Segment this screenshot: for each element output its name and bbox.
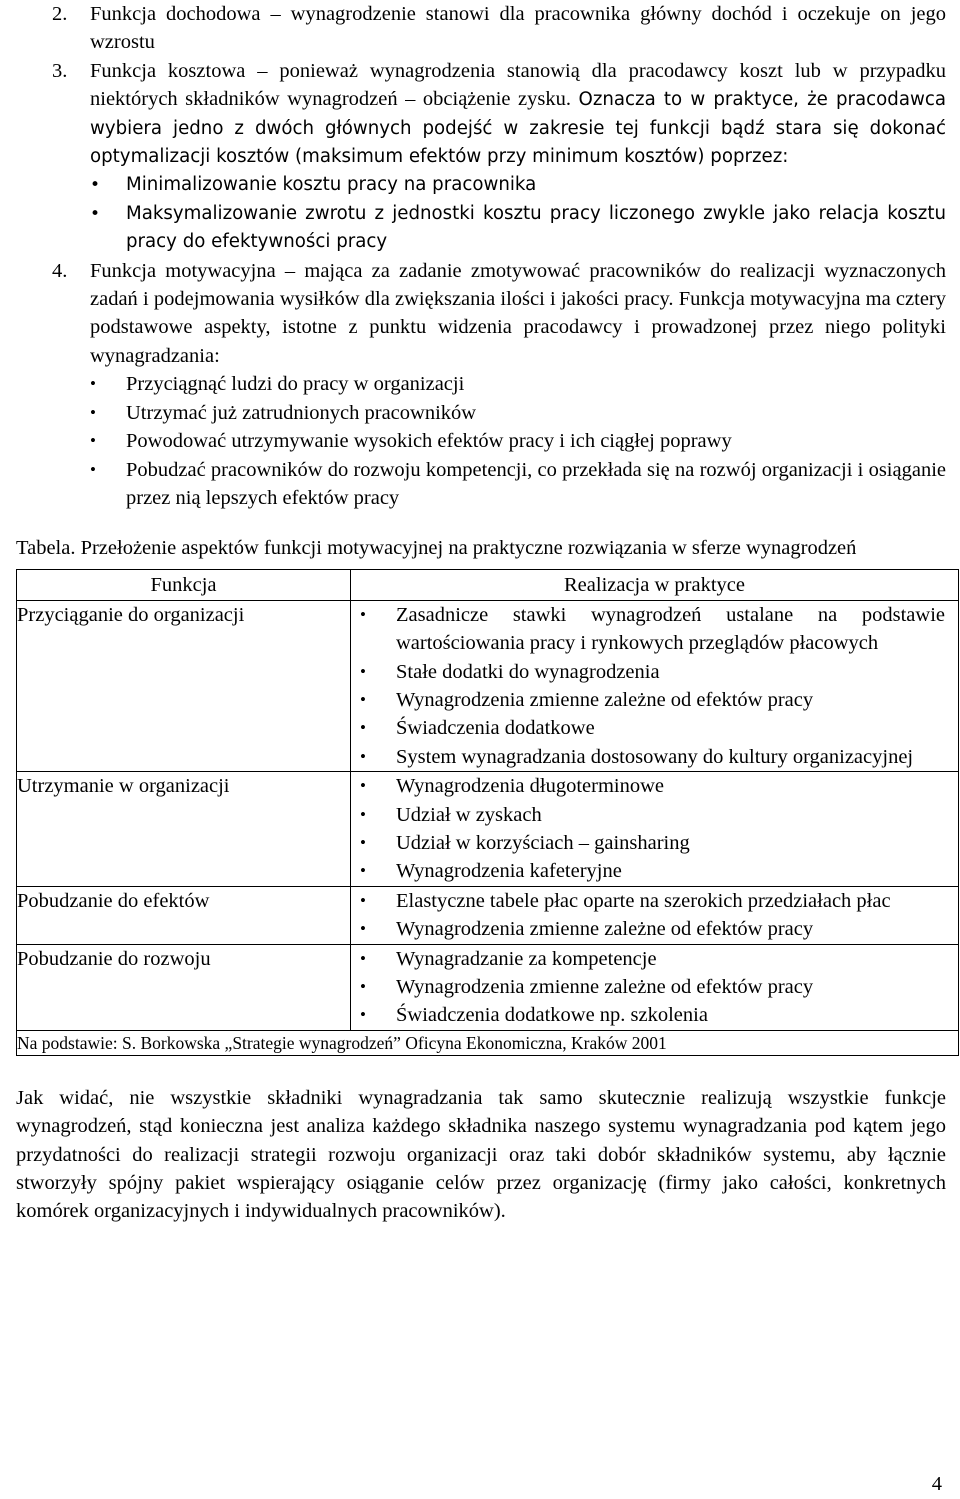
practice-list bbox=[360, 772, 945, 886]
list-item: • Wynagrodzenia zmienne zależne od efektów pracy bbox=[360, 686, 945, 714]
list-number: 4. bbox=[52, 259, 68, 282]
bullet-icon: • bbox=[360, 746, 366, 766]
practice-list bbox=[360, 945, 945, 1030]
list-number: 2. bbox=[52, 3, 68, 25]
bullet-icon: • bbox=[360, 948, 366, 968]
list-item: • Zasadnicze stawki wynagrodzeń ustalane na podstawie wartościowania pracy i rynkowych przeglądów płacowych bbox=[360, 601, 945, 658]
list-item: • Powodować utrzymywanie wysokich efektów pracy i ich ciągłej poprawy bbox=[90, 427, 946, 455]
conclusion-paragraph: Jak widać, nie wszystkie składniki wynagradzania tak samo skutecznie realizują wszystkie funkcje wynagrodzeń, stąd konieczna jest analiza każdego składnika naszego systemu wynagradzania pod kątem jego przydatności do realizacji strategii rozwoju organizacji oraz taki dobór składników systemu, aby łącznie stworzyły spójny pakiet wspierający osiąganie celów przez organizację (firmy jako całości, konkretnych komórek organizacyjnych i indywidualnych pracowników). bbox=[16, 1086, 946, 1223]
list-item: • Pobudzać pracowników do rozwoju kompetencji, co przekłada się na rozwój organizacji i osiąganie przez nią lepszych efektów pracy bbox=[90, 456, 946, 513]
table-caption: Tabela. Przełożenie aspektów funkcji motywacyjnej na praktyczne rozwiązania w sferze wynagrodzeń bbox=[16, 537, 857, 560]
bullet-icon: • bbox=[360, 1005, 366, 1025]
table-source-row bbox=[17, 1030, 959, 1055]
bullet-icon: • bbox=[360, 776, 366, 796]
list-item-cost-function bbox=[16, 57, 946, 257]
bullet-icon: • bbox=[360, 661, 366, 681]
table-row bbox=[17, 772, 959, 887]
table-row bbox=[17, 600, 959, 771]
bullet-icon: • bbox=[360, 604, 366, 624]
list-item: • Wynagrodzenia długoterminowe bbox=[360, 772, 945, 800]
list-item: • Utrzymać już zatrudnionych pracowników bbox=[90, 399, 946, 427]
bullet-icon: • bbox=[360, 977, 366, 996]
bullet-icon: • bbox=[360, 718, 366, 738]
list-item: • System wynagradzania dostosowany do kultury organizacyjnej bbox=[360, 743, 945, 771]
list-item: • Wynagrodzenia zmienne zależne od efektów pracy bbox=[360, 915, 945, 943]
bullet-icon: • bbox=[90, 175, 101, 196]
table-source-note: Na podstawie: S. Borkowska „Strategie wynagrodzeń” Oficyna Ekonomiczna, Kraków 2001 bbox=[17, 1030, 959, 1055]
page-number: 4 bbox=[931, 1473, 942, 1495]
practice-list bbox=[360, 601, 945, 771]
column-header-function: Funkcja bbox=[17, 569, 351, 600]
list-item: • Wynagrodzenia zmienne zależne od efektów pracy bbox=[360, 973, 945, 1001]
list-item: • Maksymalizowanie zwrotu z jednostki kosztu pracy liczonego zwykle jako relacja kosztu pracy do efektywności pracy bbox=[90, 200, 946, 257]
bullet-icon: • bbox=[90, 402, 96, 422]
function-cell: Pobudzanie do rozwoju bbox=[17, 944, 351, 1030]
list-item-income-function bbox=[16, 0, 946, 57]
bullet-icon: • bbox=[360, 832, 366, 852]
list-item-motivation-function bbox=[16, 257, 946, 513]
list-item-text-continued: Oznacza to w praktyce, że pracodawca wybiera jedno z dwóch głównych podejść w zakresie tej funkcji bądź stara się dokonać optymalizacji kosztów (maksimum efektów przy minimum kosztów) poprzez: bbox=[90, 89, 947, 168]
function-cell: Pobudzanie do efektów bbox=[17, 886, 351, 944]
bullet-icon: • bbox=[360, 890, 366, 910]
motivation-table bbox=[16, 569, 959, 1056]
function-cell: Przyciąganie do organizacji bbox=[17, 600, 351, 771]
motivation-bullets bbox=[90, 370, 946, 512]
practice-list bbox=[360, 887, 945, 944]
list-item: • Udział w korzyściach – gainsharing bbox=[360, 829, 945, 857]
list-item: • Udział w zyskach bbox=[360, 801, 945, 829]
list-item: • Przyciągnąć ludzi do pracy w organizacji bbox=[90, 370, 946, 398]
functions-list bbox=[16, 0, 946, 512]
list-item: • Wynagrodzenia kafeteryjne bbox=[360, 857, 945, 885]
list-item: • Minimalizowanie kosztu pracy na pracownika bbox=[90, 171, 946, 199]
table-row bbox=[17, 886, 959, 944]
bullet-icon: • bbox=[360, 804, 366, 824]
bullet-icon: • bbox=[90, 374, 96, 394]
list-item-text: Funkcja kosztowa – ponieważ wynagrodzenia stanowią dla pracodawcy koszt lub w przypadku niektórych składników wynagrodzeń – obciążenie zysku. bbox=[90, 59, 946, 111]
list-number: 3. bbox=[52, 59, 68, 82]
list-item: • Wynagradzanie za kompetencje bbox=[360, 945, 945, 973]
list-item-text: Funkcja motywacyjna – mająca za zadanie zmotywować pracowników do realizacji wyznaczonych zadań i podejmowania wysiłków dla zwiększania ilości i jakości pracy. Funkcja motywacyjna ma cztery podstawowe aspekty, istotne z punktu widzenia pracodawcy i prowadzonej przez niego polityki wynagradzania: bbox=[90, 259, 946, 367]
bullet-icon: • bbox=[360, 689, 366, 709]
table-row bbox=[17, 944, 959, 1030]
bullet-icon: • bbox=[360, 861, 366, 881]
list-item: • Świadczenia dodatkowe bbox=[360, 714, 945, 742]
table-header-row bbox=[17, 569, 959, 600]
list-item: • Świadczenia dodatkowe np. szkolenia bbox=[360, 1001, 945, 1029]
bullet-icon: • bbox=[90, 431, 96, 451]
bullet-icon: • bbox=[90, 203, 101, 224]
bullet-icon: • bbox=[360, 919, 366, 939]
list-item: • Elastyczne tabele płac oparte na szerokich przedziałach płac bbox=[360, 887, 945, 915]
list-item-text: Funkcja dochodowa – wynagrodzenie stanowi dla pracownika główny dochód i oczekuje on jego wzrostu bbox=[90, 3, 946, 54]
list-item: • Stałe dodatki do wynagrodzenia bbox=[360, 658, 945, 686]
bullet-icon: • bbox=[90, 459, 96, 479]
column-header-practice: Realizacja w praktyce bbox=[351, 569, 959, 600]
cost-bullets bbox=[90, 171, 946, 256]
function-cell: Utrzymanie w organizacji bbox=[17, 772, 351, 887]
